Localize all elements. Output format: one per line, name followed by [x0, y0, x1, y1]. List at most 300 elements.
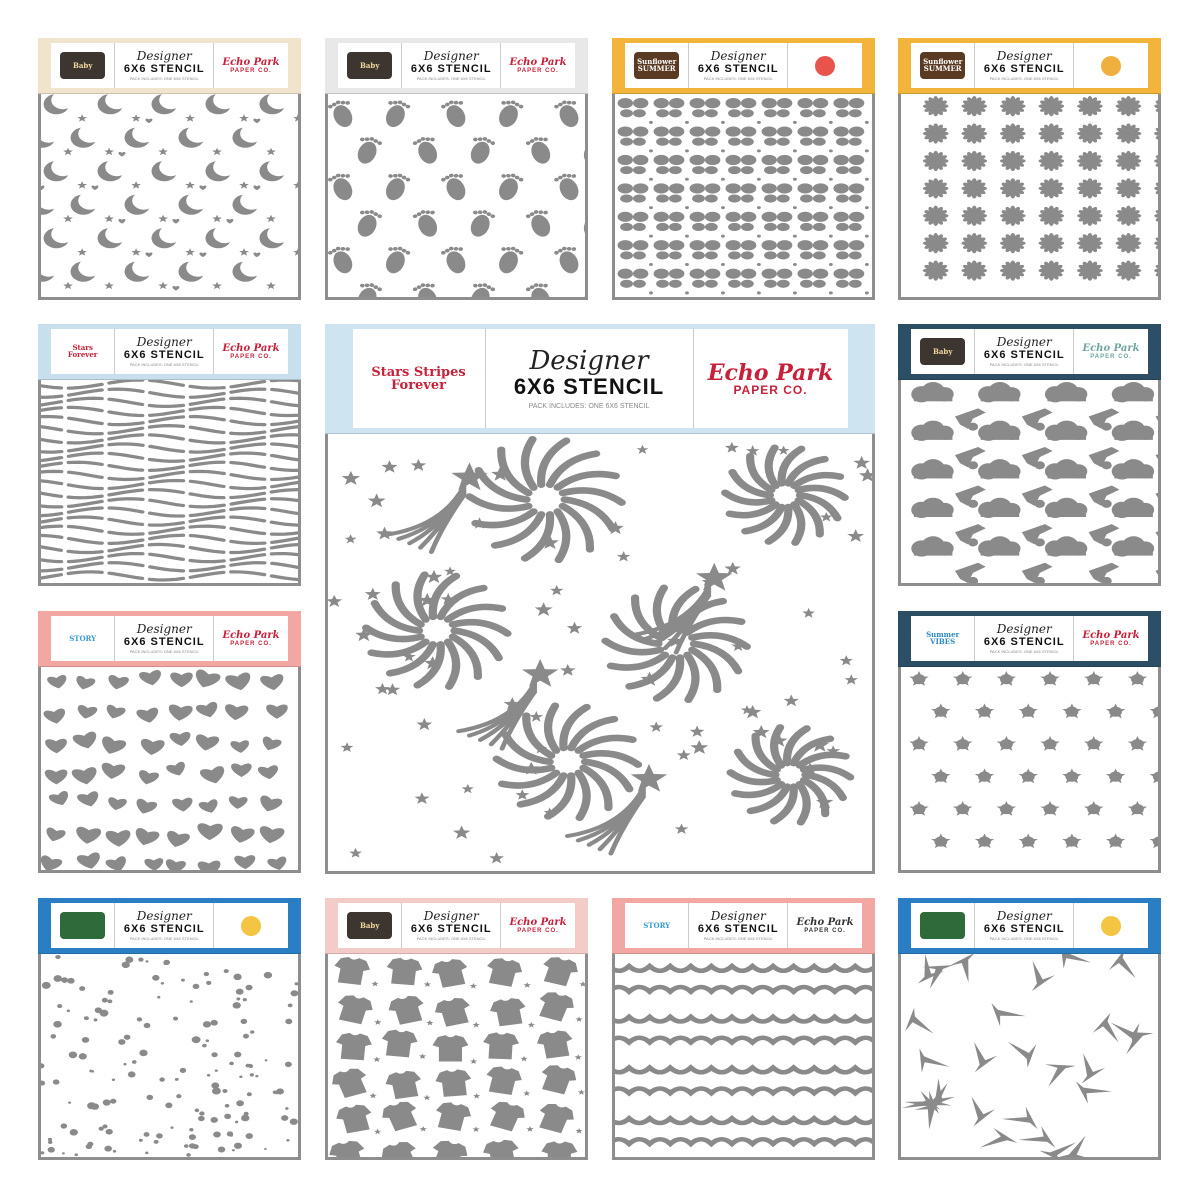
brand-name: Echo Park [222, 56, 280, 68]
foot-shape [525, 208, 556, 239]
star-shape [158, 148, 168, 155]
onesie-shape [383, 1069, 424, 1100]
cloud-shape [911, 536, 953, 556]
heart-shape [118, 219, 125, 224]
witch-hat-shape [1121, 1032, 1153, 1056]
dot-shape [207, 1074, 210, 1077]
collection-logo-badge: Sunflower SUMMER [920, 52, 965, 80]
dot-shape [865, 206, 869, 209]
cloud-shape [978, 498, 1020, 518]
dot-shape [243, 998, 247, 1001]
heart-shape [100, 762, 126, 780]
title-stencil-size: 6X6 STENCIL [983, 63, 1065, 76]
foot-shape [411, 208, 442, 239]
dot-shape [145, 960, 148, 962]
dot-shape [793, 178, 797, 181]
dot-shape [145, 1152, 148, 1155]
dot-shape [793, 263, 797, 266]
star-shape [677, 749, 691, 760]
dot-shape [793, 206, 797, 209]
dot-shape [164, 963, 167, 965]
dot-shape [175, 1078, 179, 1081]
stencil-card-suns[interactable] [898, 611, 1161, 873]
butterfly-shape [618, 240, 649, 259]
foot-shape [494, 171, 525, 202]
butterfly-shape [726, 183, 757, 202]
moon-shape [259, 94, 290, 114]
butterfly-shape [690, 126, 721, 145]
moon-shape [41, 191, 60, 214]
stencil-header [325, 898, 588, 954]
dot-shape [206, 981, 211, 985]
brand-logo [1074, 43, 1148, 88]
collection-logo-badge: Baby [347, 52, 392, 80]
pack-note: PACK INCLUDES: ONE 6X6 STENCIL [416, 936, 486, 942]
dot-shape [224, 969, 229, 973]
heart-shape [257, 795, 284, 814]
star-shape [131, 114, 141, 121]
flower-shape [1000, 123, 1026, 143]
star-shape [185, 114, 195, 121]
witch-hat-shape [919, 1047, 950, 1073]
heart-shape [191, 669, 222, 691]
heart-shape [230, 740, 250, 754]
stencil-card-hats[interactable] [898, 898, 1161, 1160]
star-shape [778, 446, 790, 455]
flower-shape [1116, 123, 1142, 143]
dot-shape [793, 121, 797, 124]
wave-line [41, 535, 298, 543]
heart-shape [257, 765, 279, 780]
foot-shape [466, 135, 497, 166]
dot-shape [190, 1000, 193, 1003]
heart-shape [234, 855, 256, 870]
brand-sub: PAPER CO. [1090, 353, 1132, 360]
stencil-pattern-moons-stars-hearts [41, 94, 298, 297]
scallop-line [615, 1068, 872, 1073]
dot-shape [291, 990, 298, 996]
flower-shape [1116, 206, 1142, 226]
heart-shape [43, 827, 66, 843]
flower-shape [1038, 123, 1064, 143]
stencil-card-waves[interactable] [38, 324, 301, 586]
dot-shape [685, 263, 689, 266]
stencil-sheet [898, 380, 1161, 586]
dot-shape [285, 1062, 292, 1067]
stencil-card-fireworks[interactable] [325, 324, 875, 874]
stencil-sheet [38, 94, 301, 300]
brand-logo [501, 43, 575, 88]
onesie-shape [481, 1138, 522, 1157]
dot-shape [286, 1139, 289, 1142]
title-stencil-size: 6X6 STENCIL [697, 63, 779, 76]
stencil-card-sunflowers[interactable] [898, 38, 1161, 300]
flower-shape [1077, 96, 1103, 116]
flower-shape [961, 151, 987, 171]
star-shape [266, 282, 276, 289]
dot-shape [649, 149, 653, 152]
heart-shape [253, 119, 260, 124]
stencil-card-onesies[interactable] [325, 898, 588, 1160]
onesie-shape [533, 989, 578, 1023]
stencil-card-scallops[interactable] [612, 898, 875, 1160]
star-shape [690, 740, 708, 754]
dot-shape [102, 998, 108, 1003]
dot-shape [48, 1141, 52, 1144]
dot-shape [247, 1092, 252, 1096]
stencil-header [325, 38, 588, 94]
flower-shape [1000, 233, 1026, 253]
brand-logo [214, 903, 288, 948]
dot-shape [721, 263, 725, 266]
dot-shape [224, 1114, 231, 1119]
brand-name: Echo Park [1082, 629, 1140, 641]
dot-shape [186, 1153, 191, 1157]
moon-shape [41, 124, 60, 147]
star-shape [473, 1093, 480, 1098]
scallop-line [615, 1038, 872, 1043]
butterfly-shape [654, 155, 685, 174]
onesie-shape [483, 1065, 525, 1096]
heart-shape [195, 701, 221, 720]
title-stencil-size: 6X6 STENCIL [123, 349, 205, 362]
onesie-shape [488, 997, 529, 1028]
dot-shape [649, 235, 653, 238]
collection-logo [338, 43, 401, 88]
heart-shape [47, 675, 69, 690]
flower-shape [1077, 233, 1103, 253]
witch-hat-shape [1000, 1107, 1038, 1138]
dot-shape [195, 1109, 200, 1113]
title-designer: Designer [996, 908, 1052, 923]
dot-shape [124, 1035, 131, 1040]
heart-shape [76, 791, 101, 809]
dot-shape [757, 235, 761, 238]
flower-shape [1000, 151, 1026, 171]
dot-shape [107, 999, 112, 1003]
dot-shape [41, 1063, 44, 1068]
star-shape [77, 181, 87, 188]
flower-shape [1077, 123, 1103, 143]
dot-shape [41, 1151, 44, 1154]
stencil-pattern-onesies-stars [328, 954, 585, 1157]
dot-shape [290, 1118, 298, 1124]
dot-shape [170, 1126, 173, 1129]
onesie-shape [535, 1029, 576, 1060]
onesie-shape [378, 1099, 423, 1133]
butterfly-shape [690, 183, 721, 202]
collection-logo-badge: STORY [60, 625, 105, 653]
shooting-star [388, 462, 488, 552]
onesie-shape [380, 1029, 419, 1058]
onesie-shape [334, 1032, 373, 1061]
moon-shape [205, 158, 236, 181]
dot-shape [82, 1037, 89, 1043]
witch-hat-shape [1093, 1013, 1134, 1046]
wave-line [41, 462, 298, 470]
stencil-sheet [898, 94, 1161, 300]
stencil-card-hearts[interactable] [38, 611, 301, 873]
heart-shape [97, 735, 127, 756]
star-shape [416, 718, 432, 730]
title-stencil-size: 6X6 STENCIL [410, 923, 492, 936]
butterfly-shape [654, 126, 685, 145]
butterfly-shape [797, 240, 828, 259]
moon-shape [98, 94, 129, 114]
onesie-shape [482, 1032, 520, 1060]
butterfly-shape [690, 212, 721, 231]
dot-shape [295, 982, 298, 985]
stork-shape [1155, 524, 1158, 546]
stencil-card-feet[interactable] [325, 38, 588, 300]
title-designer: Designer [423, 908, 479, 923]
star-shape [472, 1126, 479, 1131]
cloud-shape [1045, 459, 1087, 479]
dot-shape [649, 178, 653, 181]
heart-shape [170, 672, 193, 687]
pack-note: PACK INCLUDES: ONE 6X6 STENCIL [989, 649, 1059, 655]
stencil-card-dots[interactable] [38, 898, 301, 1160]
flower-shape [1154, 96, 1158, 116]
stencil-sheet [325, 434, 875, 874]
butterfly-shape [761, 269, 792, 288]
stencil-card-storks[interactable] [898, 324, 1161, 586]
butterfly-shape [797, 269, 828, 288]
star-shape [341, 742, 354, 752]
wave-line [41, 380, 298, 388]
stork-shape [1022, 563, 1053, 583]
dot-shape [125, 957, 133, 963]
onesie-shape [385, 957, 424, 986]
heart-shape [144, 858, 164, 870]
star-shape [489, 852, 504, 863]
star-shape [158, 282, 168, 289]
firework-burst [497, 706, 638, 818]
cloud-shape [911, 459, 953, 479]
dot-shape [198, 1116, 205, 1121]
collection-logo-badge: Baby [60, 52, 105, 80]
dot-shape [132, 1060, 137, 1064]
star-shape [529, 711, 543, 722]
dot-shape [62, 1152, 65, 1154]
dot-shape [79, 986, 85, 991]
dot-shape [139, 1050, 147, 1057]
brand-name: Echo Park [1082, 342, 1140, 354]
heart-shape [76, 852, 103, 870]
butterfly-shape [761, 212, 792, 231]
star-shape [381, 460, 397, 472]
star-shape [578, 1089, 585, 1094]
collection-logo [625, 43, 688, 88]
pack-note: PACK INCLUDES: ONE 6X6 STENCIL [989, 76, 1059, 82]
collection-logo-badge: Sunflower SUMMER [634, 52, 679, 80]
heart-shape [45, 769, 68, 784]
moon-shape [98, 158, 129, 181]
star-shape [690, 725, 705, 736]
dot-shape [793, 291, 797, 294]
moon-shape [44, 225, 75, 248]
stork-shape [955, 563, 986, 583]
butterfly-shape [654, 183, 685, 202]
witch-hat-shape [1061, 954, 1092, 969]
brand-logo [214, 43, 288, 88]
firework-burst [725, 448, 845, 543]
stencil-sheet [612, 954, 875, 1160]
heart-shape [199, 765, 228, 785]
foot-shape [328, 98, 357, 129]
foot-shape [328, 171, 357, 202]
moon-shape [205, 225, 236, 248]
butterfly-shape [654, 240, 685, 259]
butterfly-shape [797, 155, 828, 174]
pack-note: PACK INCLUDES: ONE 6X6 STENCIL [703, 936, 773, 942]
dot-shape [264, 972, 272, 979]
scallop-line [615, 987, 872, 992]
cloud-shape [911, 421, 953, 441]
star-shape [385, 683, 401, 695]
foot-shape [381, 244, 412, 275]
flower-shape [961, 233, 987, 253]
title-stencil-size: 6X6 STENCIL [983, 349, 1065, 362]
moon-shape [259, 225, 290, 248]
witch-hat-shape [1109, 954, 1149, 982]
star-shape [853, 456, 870, 469]
cloud-shape [1112, 382, 1154, 402]
dot-shape [218, 1147, 226, 1153]
dot-shape [137, 1017, 142, 1021]
scallop-line [615, 1118, 872, 1123]
heart-shape [133, 798, 158, 816]
dot-shape [202, 1044, 207, 1048]
cloud-shape [978, 382, 1020, 402]
butterfly-shape [797, 126, 828, 145]
dot-shape [53, 1079, 60, 1084]
pack-note: PACK INCLUDES: ONE 6X6 STENCIL [989, 362, 1059, 368]
cloud-shape [911, 382, 953, 402]
wave-line [41, 417, 298, 425]
heart-shape [138, 669, 163, 686]
dot-shape [757, 178, 761, 181]
butterfly-shape [654, 98, 685, 117]
star-shape [419, 1053, 426, 1059]
scallop-line [615, 1139, 872, 1144]
dot-shape [89, 1070, 92, 1073]
star-shape [104, 148, 114, 155]
flower-shape [923, 178, 949, 198]
heart-shape [74, 826, 101, 845]
dot-shape [244, 1112, 249, 1116]
dot-shape [243, 1034, 249, 1039]
title-designer: Designer [996, 48, 1052, 63]
moon-shape [71, 191, 102, 214]
butterfly-shape [761, 126, 792, 145]
stencil-header [612, 38, 875, 94]
foot-shape [553, 98, 584, 129]
stork-shape [1155, 447, 1158, 469]
foot-shape [381, 171, 412, 202]
butterfly-shape [618, 269, 649, 288]
stencil-title [114, 616, 214, 661]
dot-shape [757, 291, 761, 294]
stork-shape [1089, 563, 1120, 583]
moon-shape [125, 124, 156, 147]
stencil-pattern-dots [41, 954, 298, 1157]
heart-shape [71, 767, 99, 786]
dot-shape [157, 996, 160, 999]
wave-line [41, 490, 298, 498]
dot-shape [193, 984, 200, 989]
butterfly-shape [690, 240, 721, 259]
heart-shape [172, 286, 179, 291]
dot-shape [87, 1102, 96, 1109]
brand-logo [1074, 616, 1148, 661]
star-shape [63, 215, 73, 222]
wave-line [41, 471, 298, 479]
star-shape [63, 148, 73, 155]
wave-line [41, 407, 298, 415]
star-shape [293, 248, 298, 255]
pack-note: PACK INCLUDES: ONE 6X6 STENCIL [416, 76, 486, 82]
moon-shape [232, 124, 263, 147]
star-shape [526, 1126, 533, 1131]
collection-logo [51, 616, 114, 661]
collection-logo-badge: Stars Stripes Forever [371, 348, 466, 409]
butterfly-shape [833, 155, 864, 174]
dot-shape [721, 206, 725, 209]
brand-sub: PAPER CO. [517, 927, 559, 934]
dot-shape [48, 1147, 55, 1153]
collection-logo [51, 43, 114, 88]
heart-shape [259, 736, 282, 753]
star-shape [77, 114, 87, 121]
dot-shape [255, 1075, 258, 1077]
butterfly-shape [833, 183, 864, 202]
brand-logo [1074, 329, 1148, 374]
dot-shape [230, 1134, 233, 1137]
dot-shape [865, 291, 869, 294]
star-shape [266, 215, 276, 222]
dot-shape [79, 1053, 87, 1059]
moon-shape [152, 94, 183, 114]
dot-shape [757, 206, 761, 209]
star-shape [411, 459, 427, 471]
star-shape [424, 981, 431, 986]
dot-shape [865, 235, 869, 238]
star-shape [725, 442, 739, 453]
dot-shape [865, 263, 869, 266]
heart-shape [194, 734, 220, 752]
dot-shape [829, 121, 833, 124]
stencil-card-butterflies[interactable] [612, 38, 875, 300]
moon-shape [125, 258, 156, 281]
star-shape [462, 784, 474, 793]
star-shape [239, 248, 249, 255]
dot-shape [222, 1089, 227, 1093]
star-shape [575, 1054, 582, 1059]
heart-shape [105, 856, 130, 870]
flower-shape [1000, 96, 1026, 116]
heart-shape [226, 219, 233, 224]
dot-shape [264, 1148, 267, 1150]
heart-shape [172, 797, 194, 812]
firework-burst [366, 575, 507, 687]
star-shape [368, 493, 386, 507]
heart-shape [169, 732, 192, 747]
dot-shape [250, 1030, 254, 1033]
stencil-card-moons[interactable] [38, 38, 301, 300]
dot-shape [865, 178, 869, 181]
brand-sub: PAPER CO. [733, 382, 808, 397]
